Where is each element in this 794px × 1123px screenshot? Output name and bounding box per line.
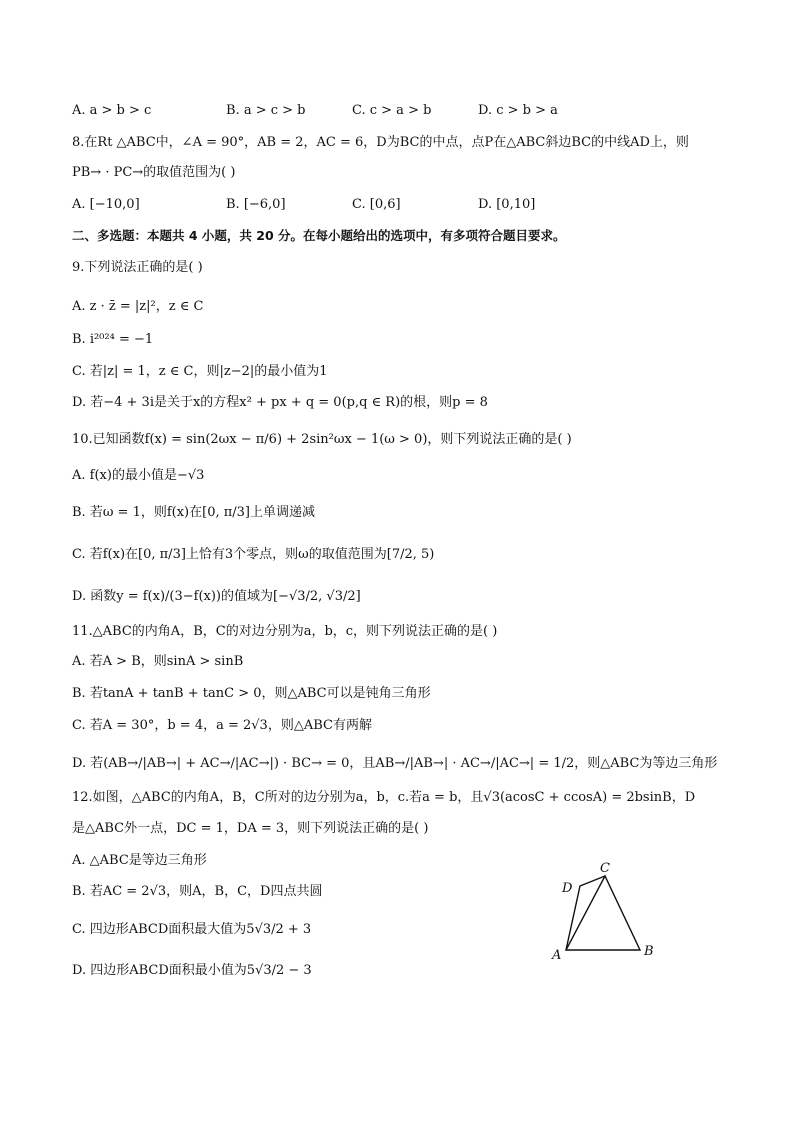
q11-stem: 11.△ABC的内角A，B，C的对边分别为a，b，c，则下列说法正确的是( ) [72, 624, 498, 639]
q8-option-a: A. [−10,0] [72, 197, 140, 212]
q7-option-c: C. c > a > b [352, 103, 432, 118]
q11-option-d: D. 若(AB→/|AB→| + AC→/|AC→|) · BC→ = 0，且AB→/|AB→| · AC→/|AC→| = 1/2，则△ABC为等边三角形 [72, 756, 718, 771]
q9-option-d: D. 若−4 + 3i是关于x的方程x² + px + q = 0(p,q ∈ R)的根，则p = 8 [72, 395, 488, 410]
q12-option-c: C. 四边形ABCD面积最大值为5√3/2 + 3 [72, 922, 312, 937]
q8-option-b: B. [−6,0] [226, 197, 286, 212]
q12-option-b: B. 若AC = 2√3，则A，B，C，D四点共圆 [72, 884, 323, 899]
quadrilateral-diagram [548, 862, 668, 962]
q12-quadrilateral-figure [548, 862, 668, 962]
q10-option-c: C. 若f(x)在[0, π/3]上恰有3个零点，则ω的取值范围为[7/2, 5) [72, 547, 435, 562]
q8-stem-line2: PB→ · PC→的取值范围为( ) [72, 165, 236, 180]
section-heading-multiple-choice: 二、多选题：本题共 4 小题，共 20 分。在每小题给出的选项中，有多项符合题目要求。 [72, 228, 566, 243]
label-d: D [562, 881, 573, 896]
q11-option-b: B. 若tanA + tanB + tanC > 0，则△ABC可以是钝角三角形 [72, 686, 431, 701]
q11-option-c: C. 若A = 30°，b = 4，a = 2√3，则△ABC有两解 [72, 718, 372, 733]
q7-option-d: D. c > b > a [478, 103, 558, 118]
q12-stem-line1: 12.如图，△ABC的内角A，B，C所对的边分别为a，b，c.若a = b，且√3(acosC + ccosA) = 2bsinB，D [72, 790, 696, 805]
q9-option-a: A. z · z̄ = |z|²，z ∈ C [72, 299, 204, 314]
q9-option-b: B. i²⁰²⁴ = −1 [72, 332, 154, 347]
q12-stem-line2: 是△ABC外一点，DC = 1，DA = 3，则下列说法正确的是( ) [72, 821, 429, 836]
q10-stem: 10.已知函数f(x) = sin(2ωx − π/6) + 2sin²ωx − 1(ω > 0)，则下列说法正确的是( ) [72, 432, 572, 447]
label-c: C [600, 861, 610, 876]
q10-option-a: A. f(x)的最小值是−√3 [72, 468, 205, 483]
q7-option-b: B. a > c > b [226, 103, 306, 118]
q8-option-c: C. [0,6] [352, 197, 401, 212]
q10-option-b: B. 若ω = 1，则f(x)在[0, π/3]上单调递减 [72, 505, 316, 520]
label-a: A [552, 948, 562, 963]
q10-option-d: D. 函数y = f(x)/(3−f(x))的值域为[−√3/2, √3/2] [72, 589, 361, 604]
q11-option-a: A. 若A > B，则sinA > sinB [72, 654, 244, 669]
triangle-abc [566, 876, 640, 950]
label-b: B [644, 944, 654, 959]
q8-option-d: D. [0,10] [478, 197, 536, 212]
q7-option-a: A. a > b > c [72, 103, 152, 118]
q9-option-c: C. 若|z| = 1，z ∈ C，则|z−2|的最小值为1 [72, 364, 328, 379]
q12-option-a: A. △ABC是等边三角形 [72, 853, 207, 868]
q8-stem-line1: 8.在Rt △ABC中，∠A = 90°，AB = 2，AC = 6，D为BC的中点，点P在△ABC斜边BC的中线AD上，则 [72, 135, 689, 150]
q12-option-d: D. 四边形ABCD面积最小值为5√3/2 − 3 [72, 963, 312, 978]
q9-stem: 9.下列说法正确的是( ) [72, 260, 203, 275]
